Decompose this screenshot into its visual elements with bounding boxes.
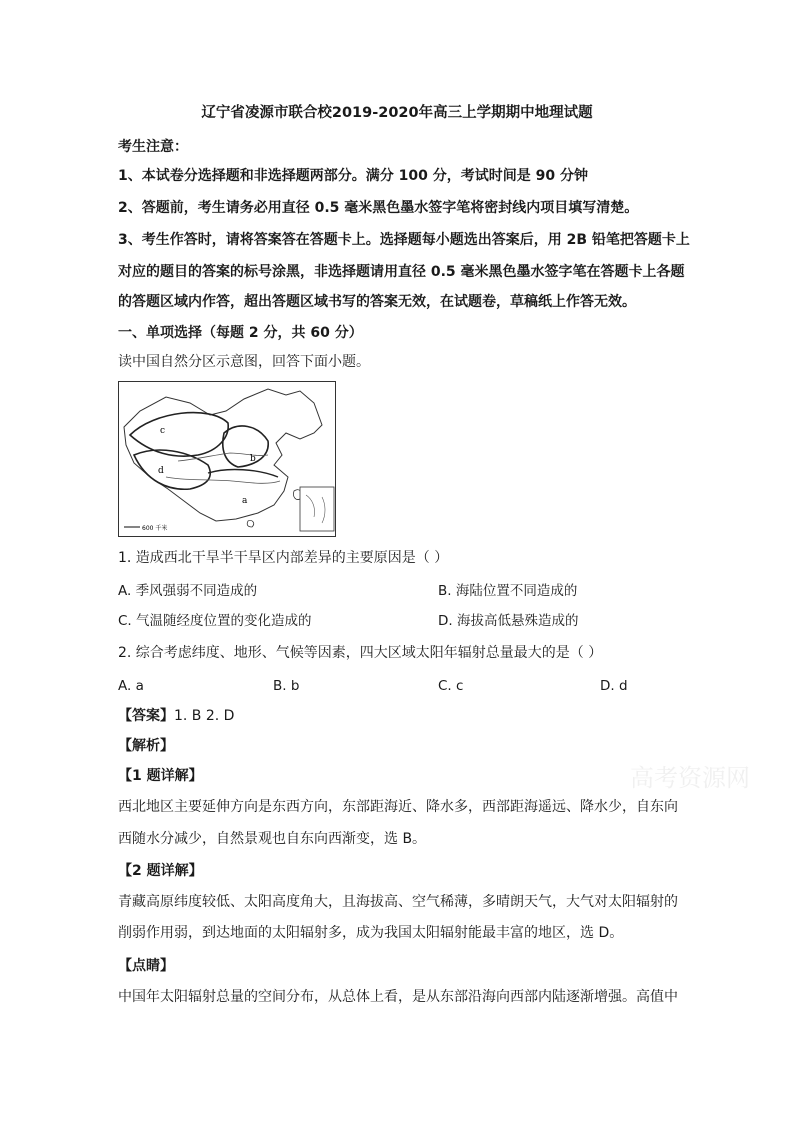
q2-detail-line-1: 青藏高原纬度较低、太阳高度角大，且海拔高、空气稀薄，多晴朗天气，大气对太阳辐射的: [118, 894, 678, 910]
notice-item-3-line-2: 对应的题目的答案的标号涂黑，非选择题请用直径 0.5 毫米黑色墨水签字笔在答题卡上各题: [118, 264, 685, 280]
q1-detail-label: 【1 题详解】: [118, 768, 203, 784]
region-label-d: d: [158, 466, 164, 476]
q1-detail-line-2: 西随水分减少，自然景观也自东向西渐变，选 B。: [118, 831, 427, 847]
q2-option-c: C. c: [438, 678, 464, 694]
answer-label: 【答案】: [118, 708, 174, 724]
page-title: 辽宁省凌源市联合校2019-2020年高三上学期期中地理试题: [201, 105, 593, 121]
map-scale: 600 千米: [142, 525, 168, 532]
q1-option-a: A. 季风强弱不同造成的: [118, 583, 258, 599]
q1-stem: 1. 造成西北干旱半干旱区内部差异的主要原因是（ ）: [118, 550, 449, 566]
q2-option-b: B. b: [273, 678, 300, 694]
q2-detail-line-2: 削弱作用弱，到达地面的太阳辐射多，成为我国太阳辐射能最丰富的地区，选 D。: [118, 925, 624, 941]
notice-item-3-line-1: 3、考生作答时，请将答案答在答题卡上。选择题每小题选出答案后，用 2B 铅笔把答题卡上: [118, 232, 690, 248]
region-label-a: a: [242, 496, 248, 506]
q1-detail-line-1: 西北地区主要延伸方向是东西方向，东部距海近、降水多，西部距海遥远、降水少，自东向: [118, 799, 678, 815]
tip-label: 【点睛】: [118, 958, 174, 974]
watermark: 高考资源网: [630, 764, 750, 792]
notice-heading: 考生注意：: [118, 139, 188, 155]
region-label-b: b: [250, 454, 256, 464]
q1-option-c: C. 气温随经度位置的变化造成的: [118, 613, 312, 629]
region-label-c: c: [160, 426, 166, 436]
q2-detail-label: 【2 题详解】: [118, 863, 203, 879]
q1-option-d: D. 海拔高低悬殊造成的: [438, 613, 579, 629]
notice-item-2: 2、答题前，考生请务必用直径 0.5 毫米黑色墨水签字笔将密封线内项目填写清楚。: [118, 200, 639, 216]
section-heading: 一、单项选择（每题 2 分，共 60 分）: [118, 325, 363, 341]
answer-line: [118, 706, 234, 726]
china-regions-map: [118, 381, 336, 537]
q1-option-b: B. 海陆位置不同造成的: [438, 583, 578, 599]
tip-line-1: 中国年太阳辐射总量的空间分布，从总体上看，是从东部沿海向西部内陆逐渐增强。高值中: [118, 989, 678, 1005]
analysis-label: 【解析】: [118, 738, 174, 754]
notice-item-3-line-3: 的答题区域内作答，超出答题区域书写的答案无效，在试题卷，草稿纸上作答无效。: [118, 294, 636, 310]
section-intro: 读中国自然分区示意图，回答下面小题。: [118, 354, 370, 370]
answer-text: 1. B 2. D: [174, 708, 235, 724]
q2-option-a: A. a: [118, 678, 144, 694]
notice-item-1: 1、本试卷分选择题和非选择题两部分。满分 100 分，考试时间是 90 分钟: [118, 168, 588, 184]
q2-option-d: D. d: [600, 678, 628, 694]
q2-stem: 2. 综合考虑纬度、地形、气候等因素，四大区域太阳年辐射总量最大的是（ ）: [118, 645, 603, 661]
